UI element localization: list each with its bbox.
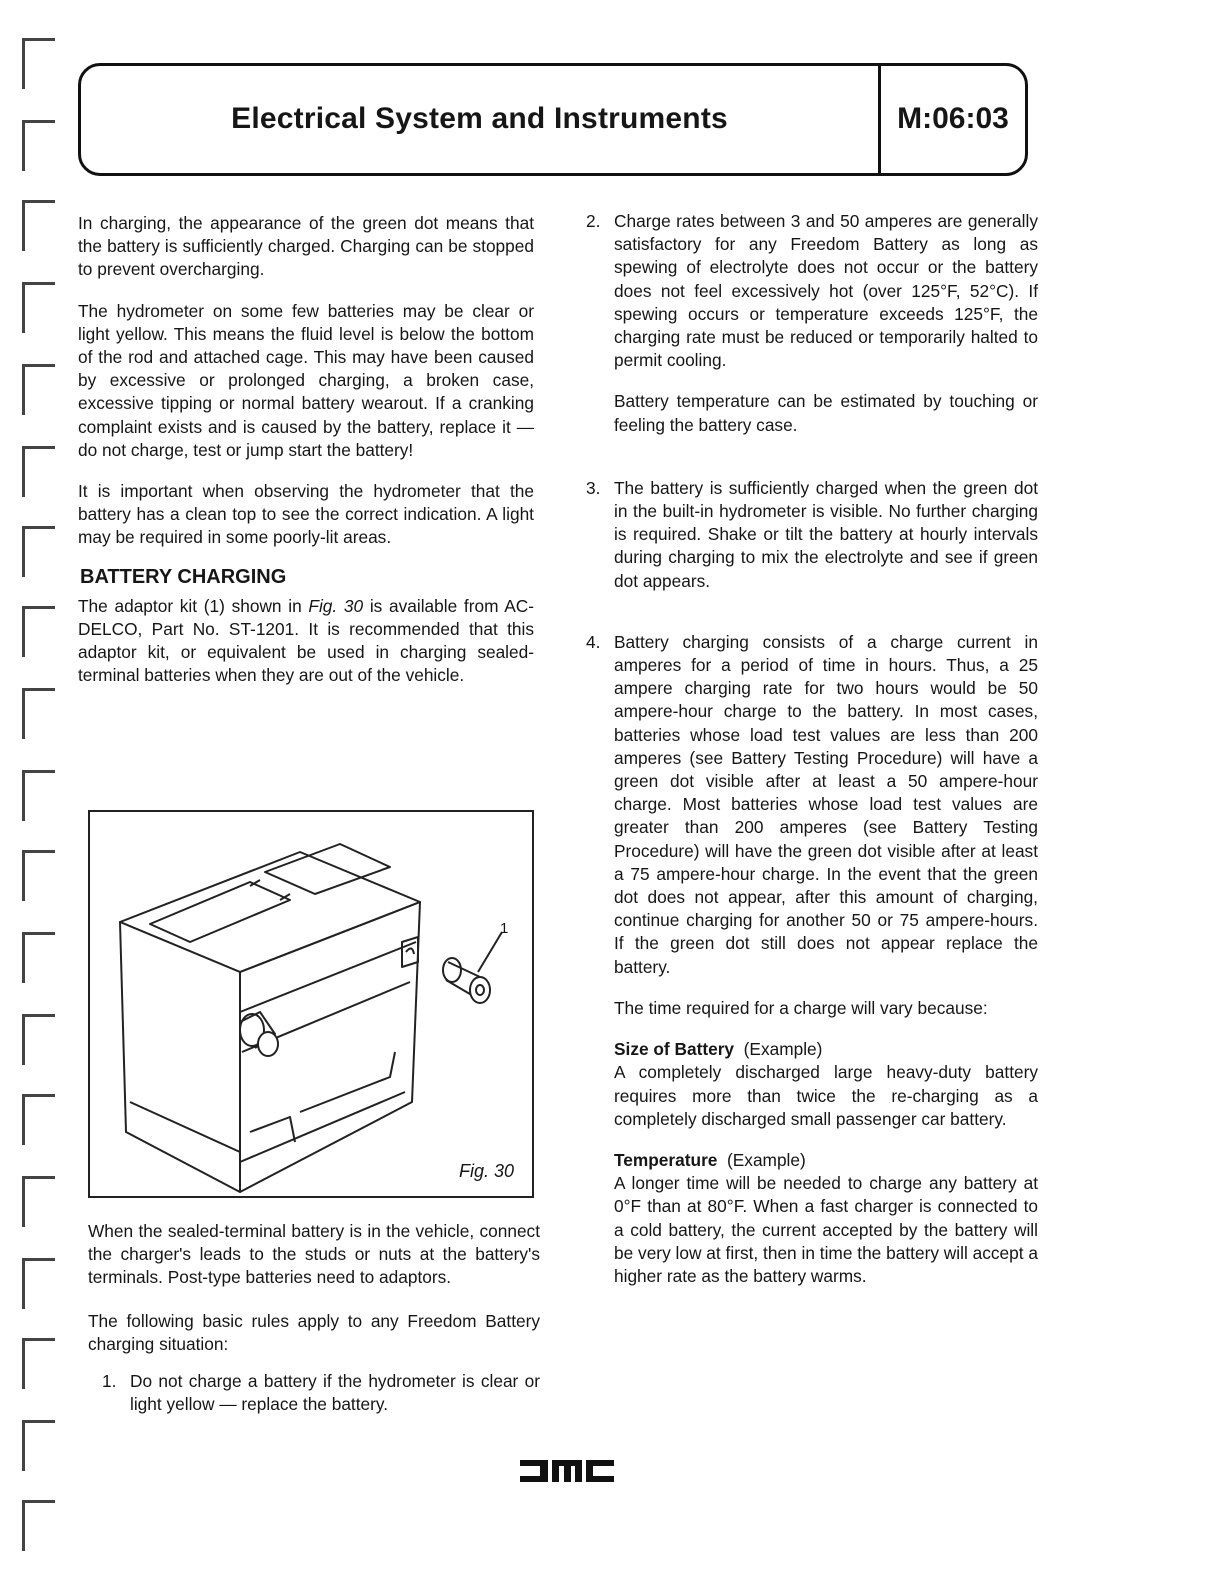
section-heading: BATTERY CHARGING <box>80 565 287 588</box>
binder-hole <box>22 688 55 739</box>
binder-hole <box>22 1094 55 1145</box>
binder-holes <box>12 30 52 1550</box>
figure-30 <box>88 810 534 1198</box>
subheading: Temperature (Example) <box>614 1149 806 1170</box>
list-item: 3. The battery is sufficiently charged when the green dot in the built-in hydrometer is visible. No further charging is required. Shake or tilt the battery at hourly intervals during charging to mix the electrolyte and see if green dot appears. <box>586 477 1038 591</box>
binder-hole <box>22 770 55 821</box>
binder-hole <box>22 1338 55 1389</box>
binder-hole <box>22 446 55 497</box>
binder-hole <box>22 1014 55 1065</box>
page-header <box>78 63 1028 176</box>
subheading: Size of Battery (Example) <box>614 1039 823 1060</box>
paragraph: When the sealed-terminal battery is in the vehicle, connect the charger's leads to the studs or nuts at the battery's terminals. Post-type batteries need to adaptors. <box>88 1221 540 1288</box>
figure-reference: Fig. 30 <box>308 595 364 616</box>
binder-hole <box>22 38 55 89</box>
right-column <box>586 210 1038 1288</box>
paragraph: It is important when observing the hydrometer that the battery has a clean top to see the correct indication. A light may be required in some poorly-lit areas. <box>78 481 534 548</box>
left-column-lower <box>88 1220 540 1416</box>
dmc-logo-icon <box>520 1458 614 1484</box>
binder-hole <box>22 1258 55 1309</box>
paragraph: Battery temperature can be estimated by touching or feeling the battery case. <box>614 391 1038 435</box>
binder-hole <box>22 120 55 171</box>
binder-hole <box>22 526 55 577</box>
list-item: 2. Charge rates between 3 and 50 amperes are generally satisfactory for any Freedom Battery as long as spewing of electrolyte does not occur or the battery does not feel excessively hot (over 125°F, 52°C). If spewing occurs or temperature exceeds 125°F, the charging rate must be reduced or temporarily halted to permit cooling. <box>586 211 1038 371</box>
binder-hole <box>22 364 55 415</box>
binder-hole <box>22 282 55 333</box>
binder-hole <box>22 1500 55 1551</box>
binder-hole <box>22 932 55 983</box>
binder-hole <box>22 200 55 251</box>
binder-hole <box>22 850 55 901</box>
left-column <box>78 212 534 688</box>
binder-hole <box>22 1176 55 1227</box>
paragraph: In charging, the appearance of the green dot means that the battery is sufficiently charged. Charging can be stopped to prevent overcharging. <box>78 213 534 280</box>
page-title: Electrical System and Instruments <box>231 102 728 135</box>
binder-hole <box>22 1420 55 1471</box>
paragraph: A longer time will be needed to charge any battery at 0°F than at 80°F. When a fast charger is connected to a cold battery, the current accepted by the battery will be very low at first, then in time the battery will accept a higher rate as the battery warms. <box>614 1173 1038 1286</box>
callout-label: 1 <box>500 920 509 937</box>
paragraph: The adaptor kit (1) shown in Fig. 30 is available from AC-DELCO, Part No. ST-1201. It is recommended that this adaptor kit, or equivalent be used in charging sealed-terminal batteries when they are out of the vehicle. <box>78 595 534 686</box>
paragraph: The following basic rules apply to any Freedom Battery charging situation: <box>88 1310 540 1354</box>
paragraph: The hydrometer on some few batteries may be clear or light yellow. This means the fluid level is below the bottom of the rod and attached cage. This may have been caused by excessive or prolonged charging, a broken case, excessive tipping or normal battery wearout. If a cranking complaint exists and is caused by the battery, replace it — do not charge, test or jump start the battery! <box>78 300 534 460</box>
section-code: M:06:03 <box>897 102 1009 135</box>
binder-hole <box>22 606 55 657</box>
figure-caption: Fig. 30 <box>458 1161 514 1181</box>
battery-illustration <box>90 812 532 1196</box>
list-item: 4. Battery charging consists of a charge current in amperes for a period of time in hours. Thus, a 25 ampere charging rate for two hours would be 50 ampere-hour charge to the battery. In most cases, batteries whose load test values are less than 200 amperes (see Battery Testing Procedure) will have a green dot visible after at least a 50 ampere-hour charge. Most batteries whose load test values are greater than 200 amperes (see Battery Testing Procedure) will have the green dot visible after at least a 75 ampere-hour charge. In the event that the green dot does not appear, after this amount of charging, continue charging for another 50 or 75 ampere-hours. If the green dot still does not appear replace the battery. <box>586 631 1038 977</box>
paragraph: A completely discharged large heavy-duty battery requires more than twice the re-charging as a completely discharged small passenger car battery. <box>614 1062 1038 1129</box>
paragraph: The time required for a charge will vary because: <box>614 997 988 1018</box>
list-item: 1. Do not charge a battery if the hydrometer is clear or light yellow — replace the battery. <box>102 1371 540 1415</box>
